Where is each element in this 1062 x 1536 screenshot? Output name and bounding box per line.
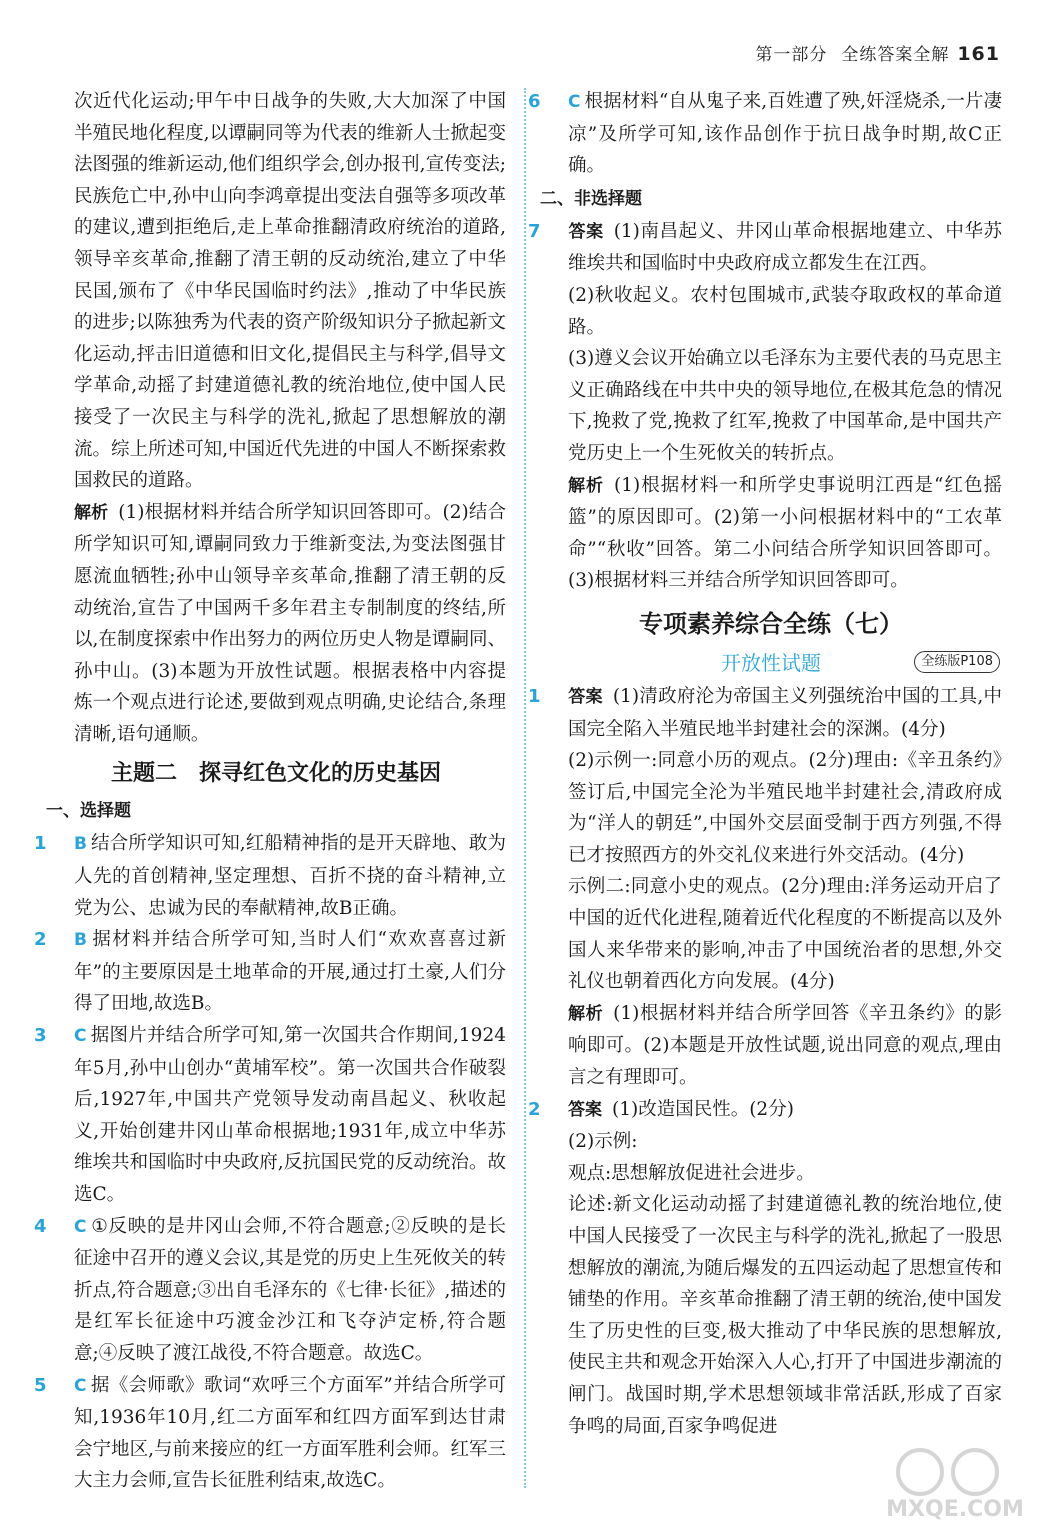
answer-line: (2)秋收起义。农村包围城市,武装夺取政权的革命道路。	[568, 284, 1002, 338]
answer-label: 答案	[568, 221, 604, 242]
question-answer	[528, 681, 1003, 745]
question-number: 2	[528, 1098, 541, 1120]
answer-line: 观点:思想解放促进社会进步。	[568, 1162, 815, 1184]
item-number: 4	[34, 1215, 47, 1237]
analysis-label: 解析	[568, 1003, 604, 1024]
choice-item	[34, 828, 506, 924]
answer-badge: C	[74, 1375, 87, 1396]
book-label: 全练答案全解	[841, 45, 950, 65]
item-number: 5	[34, 1374, 47, 1396]
page-reference-tag: 全练版P108	[914, 651, 1000, 673]
intro-paragraph: 次近代化运动;甲午中日战争的失败,大大加深了中国半殖民地化程度,以谭嗣同等为代表的维新人士掀起变法图强的维新运动,他们组织学会,创办报刊,宣传变法;民族危亡中,孙中山向李鸿章提出变法自强等多项改革的建议,遭到拒绝后,走上革命推翻清政府统治的道路,领导辛亥革命,推翻了清王朝的反动统治,建立了中华民国,颁布了《中华民国临时约法》,推动了中华民族的进步;以陈独秀为代表的资产阶级知识分子掀起新文化运动,抨击旧道德和旧文化,提倡民主与科学,倡导文学革命,动摇了封建道德礼教的统治地位,使中国人民接受了一次民主与科学的洗礼,掀起了思想解放的潮流。综上所述可知,中国近代先进的中国人不断探索救国救民的道路。	[74, 91, 506, 492]
question-number: 1	[528, 685, 541, 707]
answer-line: 示例二:同意小史的观点。(2分)理由:洋务运动开启了中国的近代化进程,随着近代化程度的不断提高以及外国人来华带来的影响,冲击了中国统治者的思想,外交礼仪也朝着西化方向发展。(4分)	[568, 876, 1002, 993]
answer-badge: B	[74, 834, 87, 855]
topic-title: 主题二 探寻红色文化的历史基因	[110, 761, 441, 787]
subtitle: 开放性试题	[721, 650, 821, 675]
item-text: 结合所学知识可知,红船精神指的是开天辟地、敢为人先的首创精神,坚定理想、百折不挠的奋斗精神,立党为公、忠诚为民的奉献精神,故B正确。	[74, 833, 506, 919]
subtitle-row	[540, 645, 1002, 681]
analysis-text: (1)根据材料并结合所学知识回答即可。(2)结合所学知识可知,谭嗣同致力于维新变法,为变法图强甘愿流血牺牲;孙中山领导辛亥革命,推翻了清王朝的反动统治,宣告了中国两千多年君主专制制度的终结,所以,在制度探索中作出努力的两位历史人物是谭嗣同、孙中山。(3)本题为开放性试题。根据表格中内容提炼一个观点进行论述,要做到观点明确,史论结合,条理清晰,语句通顺。	[74, 501, 506, 745]
answer-line: (1)南昌起义、井冈山革命根据地建立、中华苏维埃共和国临时中央政府成立都发生在江西。	[568, 220, 1003, 275]
analysis-paragraph	[540, 470, 1002, 597]
answer-line: (2)示例一:同意小历的观点。(2分)理由:《辛丑条约》签订后,中国完全沦为半殖民地半封建社会,清政府成为“洋人的朝廷”,中国外交层面受制于西方列强,不得已才按照西方的外交礼仪来进行外交活动。(4分)	[568, 750, 1002, 866]
left-column	[34, 86, 506, 1497]
right-column	[528, 86, 1003, 1442]
part-label: 第一部分	[755, 45, 828, 65]
section-choice-heading: 一、选择题	[46, 801, 131, 822]
analysis-label: 解析	[568, 475, 605, 496]
item-number: 1	[34, 833, 47, 855]
answer-line: (1)清政府沦为帝国主义列强统治中国的工具,中国完全陷入半殖民地半封建社会的深渊。(4分)	[568, 685, 1003, 740]
choice-item	[34, 1370, 506, 1497]
page-header	[755, 40, 1000, 65]
item-text: 据图片并结合所学可知,第一次国共合作期间,1924年5月,孙中山创办“黄埔军校”。第一次国共合作破裂后,1927年,中国共产党领导发动南昌起义、秋收起义,开始创建井冈山革命根据地;1931年,成立中华苏维埃共和国临时中央政府,反抗国民党的反动统治。故选C。	[74, 1025, 506, 1205]
item-number: 2	[34, 929, 47, 951]
answer-label: 答案	[568, 686, 603, 707]
question-answer	[528, 216, 1003, 280]
analysis-text: (1)根据材料一和所学史事说明江西是“红色摇篮”的原因即可。(2)第一小问根据材料中的“工农革命”“秋收”回答。第二小问结合所学知识回答即可。(3)根据材料三并结合所学知识回答即可。	[568, 474, 1002, 592]
column-divider	[524, 88, 526, 1488]
page-number: 161	[957, 43, 1000, 65]
choice-item	[34, 1020, 506, 1211]
item-text: 据材料并结合所学可知,当时人们“欢欢喜喜过新年”的主要原因是土地革命的开展,通过打土豪,人们分得了田地,故选B。	[74, 929, 506, 1015]
item-text: 根据材料“自从鬼子来,百姓遭了殃,奸淫烧杀,一片凄凉”及所学可知,该作品创作于抗日战争时期,故C正确。	[568, 91, 1002, 177]
svg-text:MXQE.COM: MXQE.COM	[886, 1497, 1024, 1520]
answer-badge: C	[74, 1216, 87, 1237]
analysis-paragraph	[46, 497, 506, 751]
question-answer	[528, 1094, 1002, 1127]
answer-line: (2)示例:	[568, 1131, 638, 1153]
answer-line: 论述:新文化运动动摇了封建道德礼教的统治地位,使中国人民接受了一次民主与科学的洗礼,掀起了一股思想解放的潮流,为随后爆发的五四运动起了思想宣传和铺垫的作用。辛亥革命推翻了清王朝的统治,使中国发生了历史性的巨变,极大推动了中华民族的思想解放,使民主共和观念开始深入人心,打开了中国进步潮流的闸门。战国时期,学术思想领域非常活跃,形成了百家争鸣的局面,百家争鸣促进	[568, 1194, 1002, 1437]
section-nonchoice-heading: 二、非选择题	[540, 188, 642, 209]
item-number: 6	[528, 91, 541, 112]
analysis-text: (1)根据材料并结合所学回答《辛丑条约》的影响即可。(2)本题是开放性试题,说出同意的观点,理由言之有理即可。	[568, 1002, 1002, 1089]
answer-label: 答案	[568, 1099, 602, 1120]
answer-line: (1)改造国民性。(2分)	[612, 1098, 794, 1120]
choice-item	[34, 924, 506, 1020]
answer-line: (3)遵义会议开始确立以毛泽东为主要代表的马克思主义正确路线在中共中央的领导地位,在极其危急的情况下,挽救了党,挽救了红军,挽救了中国革命,是中国共产党历史上一个生死攸关的转折点。	[568, 348, 1002, 464]
question-number: 7	[528, 220, 541, 242]
analysis-label: 解析	[74, 502, 109, 523]
analysis-paragraph	[540, 998, 1002, 1094]
choice-item	[34, 1211, 506, 1370]
watermark-logo	[880, 1440, 1030, 1520]
special-section-title: 专项素养综合全练（七）	[639, 609, 903, 638]
item-text: ①反映的是井冈山会师,不符合题意;②反映的是长征途中召开的遵义会议,其是党的历史上生死攸关的转折点,符合题意;③出自毛泽东的《七律·长征》,描述的是红军长征途中巧渡金沙江和飞夺泸定桥,符合题意;④反映了渡江战役,不符合题意。故选C。	[74, 1215, 506, 1364]
item-number: 3	[34, 1025, 47, 1047]
item-text: 据《会师歌》歌词“欢呼三个方面军”并结合所学可知,1936年10月,红二方面军和红四方面军到达甘肃会宁地区,与前来接应的红一方面军胜利会师。红军三大主力会师,宣告长征胜利结束,故选C。	[74, 1374, 506, 1492]
answer-badge: C	[74, 1026, 87, 1047]
answer-badge: B	[74, 930, 87, 951]
choice-item	[528, 86, 1002, 182]
answer-badge: C	[568, 92, 581, 112]
